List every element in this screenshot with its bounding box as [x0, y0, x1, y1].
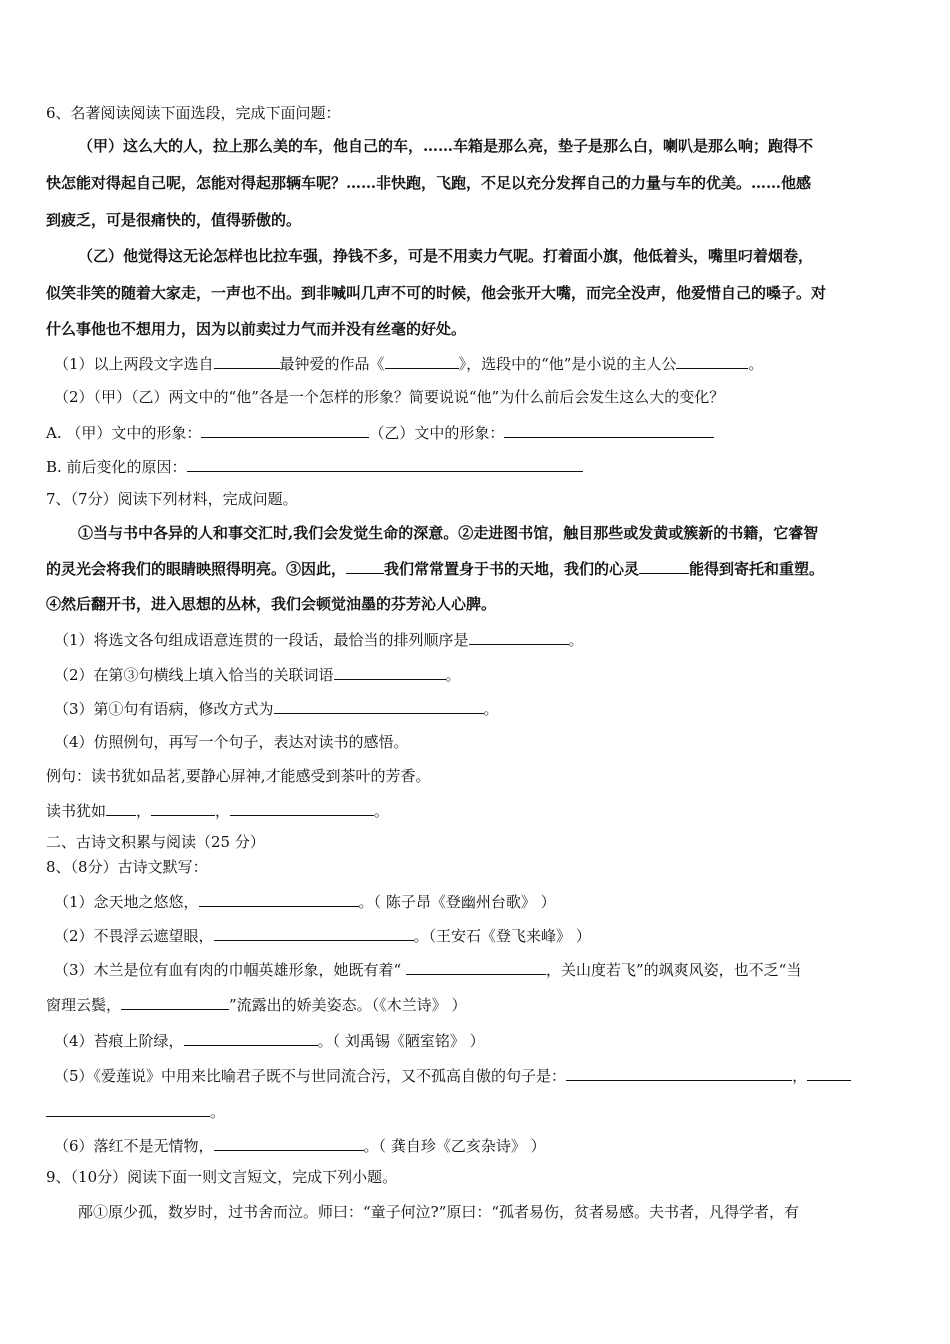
q6-sub-a: A. （甲）文中的形象： （乙）文中的形象：: [46, 421, 714, 443]
q7-sub-4: （4）仿照例句，再写一个句子，表达对读书的感悟。: [54, 733, 409, 751]
q8-line-5: （5）《爱莲说》中用来比喻君子既不与世同流合污，又不孤高自傲的句子是： ，: [54, 1064, 851, 1086]
answer-blank[interactable]: [151, 799, 215, 816]
answer-blank[interactable]: [106, 799, 136, 816]
answer-blank[interactable]: [199, 890, 359, 907]
q6-jia-line-3: 到疲乏，可是很痛快的，值得骄傲的。: [46, 211, 302, 229]
answer-blank[interactable]: [639, 557, 689, 574]
answer-blank[interactable]: [334, 663, 446, 680]
q7-para-3: ④然后翻开书，进入思想的丛林，我们会顿觉油墨的芬芳沁人心脾。: [46, 595, 497, 613]
answer-blank[interactable]: [676, 352, 748, 369]
q8-line-1: （1）念天地之悠悠， 。（ 陈子昂《登幽州台歌》 ）: [54, 890, 556, 912]
section-2-heading: 二、古诗文积累与阅读（25 分）: [46, 833, 265, 851]
answer-blank[interactable]: [187, 455, 583, 472]
q9-title: 9、（10分）阅读下面一则文言短文，完成下列小题。: [46, 1168, 398, 1186]
q7-para-1: ①当与书中各异的人和事交汇时,我们会发觉生命的深意。②走进图书馆，触目那些或发黄或簇新的书籍，它睿智: [78, 524, 819, 542]
q6-jia-line-1: （甲）这么大的人，拉上那么美的车，他自己的车，……车箱是那么亮，垫子是那么白，喇叭是那么响；跑得不: [78, 137, 814, 155]
q6-jia-line-2: 快怎能对得起自己呢，怎能对得起那辆车呢？……非快跑，飞跑，不足以充分发挥自己的力量与车的优美。……他感: [46, 174, 812, 192]
q7-title: 7、（7分）阅读下列材料，完成问题。: [46, 490, 298, 508]
q6-title: 6、名著阅读阅读下面选段，完成下面问题：: [46, 104, 341, 122]
answer-blank[interactable]: [184, 1029, 318, 1046]
q7-sub-1: （1）将选文各句组成语意连贯的一段话，最恰当的排列顺序是 。: [54, 628, 584, 650]
q8-line-3: （3）木兰是位有血有肉的巾帼英雄形象，她既有着“ ，关山度若飞”的飒爽风姿，也不乏“当: [54, 958, 801, 980]
answer-blank[interactable]: [230, 799, 374, 816]
answer-blank[interactable]: [807, 1064, 851, 1081]
q7-imitation: 读书犹如 ， ， 。: [46, 799, 389, 821]
answer-blank[interactable]: [121, 993, 229, 1010]
q8-line-5-cont: 。: [46, 1100, 225, 1122]
q6-sub-2: （2）（甲）（乙）两文中的“他”各是一个怎样的形象？简要说说“他”为什么前后会发生这么大的变化？: [54, 388, 725, 406]
q8-line-2: （2）不畏浮云遮望眼， 。（王安石《登飞来峰》 ）: [54, 924, 591, 946]
q7-para-2: 的灵光会将我们的眼睛映照得明亮。③因此， 我们常常置身于书的天地，我们的心灵 能得到寄托和重塑。: [46, 557, 824, 579]
q6-sub-1: （1）以上两段文字选自 最钟爱的作品《 》，选段中的“他”是小说的主人公 。: [54, 352, 763, 374]
answer-blank[interactable]: [504, 421, 714, 438]
answer-blank[interactable]: [406, 958, 546, 975]
q8-title: 8、（8分）古诗文默写：: [46, 858, 208, 876]
q6-yi-line-3: 什么事他也不想用力，因为以前卖过力气而并没有丝毫的好处。: [46, 320, 467, 338]
q9-para-1: 邴①原少孤，数岁时，过书舍而泣。师曰：“童子何泣?”原曰：“孤者易伤，贫者易感。夫书者，凡得学者，有: [78, 1203, 800, 1221]
answer-blank[interactable]: [274, 697, 484, 714]
answer-blank[interactable]: [566, 1064, 792, 1081]
q6-yi-line-2: 似笑非笑的随着大家走，一声也不出。到非喊叫几声不可的时候，他会张开大嘴，而完全没声，他爱惜自己的嗓子。对: [46, 284, 827, 302]
q8-line-3-cont: 窗理云鬓， ”流露出的娇美姿态。（《木兰诗》 ）: [46, 993, 466, 1015]
answer-blank[interactable]: [385, 352, 459, 369]
answer-blank[interactable]: [214, 924, 414, 941]
q8-line-6: （6）落红不是无情物， 。（ 龚自珍《乙亥杂诗》 ）: [54, 1134, 546, 1156]
answer-blank[interactable]: [214, 352, 280, 369]
q7-sub-2: （2）在第③句横线上填入恰当的关联词语 。: [54, 663, 461, 685]
answer-blank[interactable]: [469, 628, 569, 645]
q7-example: 例句：读书犹如品茗,要静心屏神,才能感受到茶叶的芳香。: [46, 767, 431, 785]
answer-blank[interactable]: [46, 1100, 210, 1117]
answer-blank[interactable]: [346, 557, 384, 574]
q7-sub-3: （3）第①句有语病，修改方式为 。: [54, 697, 499, 719]
q6-yi-line-1: （乙）他觉得这无论怎样也比拉车强，挣钱不多，可是不用卖力气呢。打着面小旗，他低着头，嘴里叼着烟卷，: [78, 247, 814, 265]
answer-blank[interactable]: [214, 1134, 364, 1151]
answer-blank[interactable]: [201, 421, 369, 438]
q8-line-4: （4）苔痕上阶绿， 。（ 刘禹锡《陋室铭》 ）: [54, 1029, 485, 1051]
q6-sub-b: B. 前后变化的原因：: [46, 455, 583, 477]
